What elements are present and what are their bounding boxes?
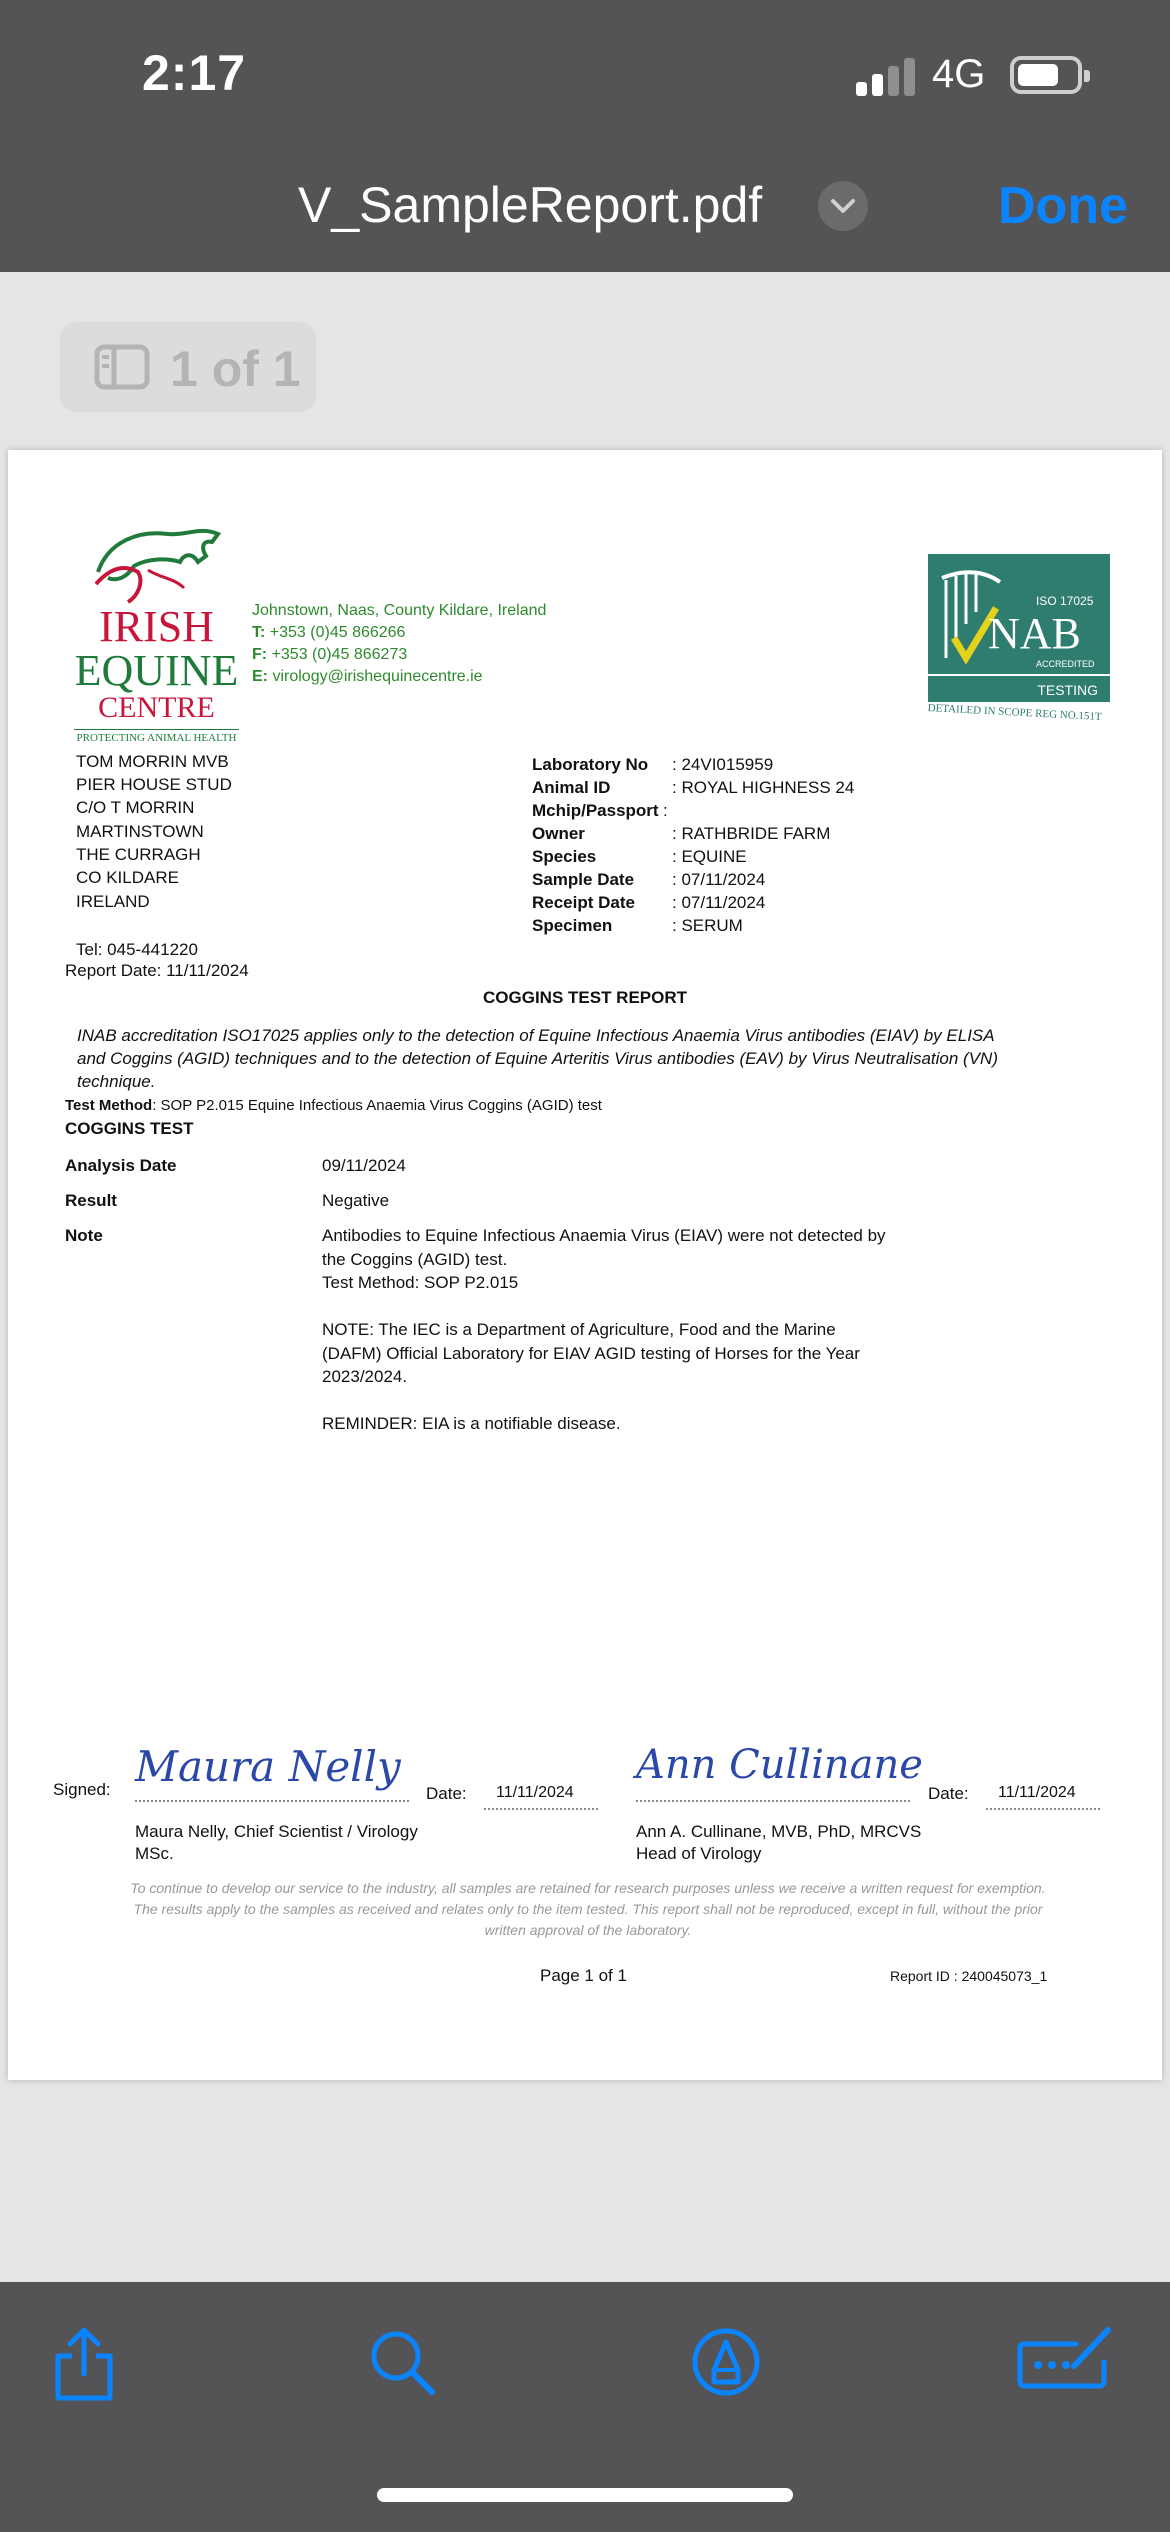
- detail-label: Mchip/Passport: [532, 801, 659, 820]
- page-footer: Page 1 of 1: [540, 1966, 627, 1985]
- inab-brand: NAB: [988, 609, 1081, 658]
- sign-date-1: 11/11/2024: [496, 1784, 574, 1801]
- detail-label: Laboratory No: [532, 755, 649, 774]
- lab-email: E: virology@irishequinecentre.ie: [252, 668, 483, 685]
- section-title: COGGINS TEST: [65, 1119, 194, 1138]
- carrier-label: 4G: [932, 52, 986, 96]
- top-navigation-bar: [0, 0, 1170, 272]
- inab-accreditation-logo: [928, 554, 1110, 702]
- form-fill-icon[interactable]: [1016, 2322, 1116, 2394]
- battery-icon: [1010, 56, 1082, 94]
- result-label: Result: [65, 1191, 117, 1210]
- markup-icon[interactable]: [690, 2326, 762, 2398]
- home-indicator[interactable]: [377, 2488, 793, 2502]
- recipient-tel: Tel: 045-441220: [76, 940, 198, 959]
- inab-accredited: ACCREDITED: [1036, 659, 1095, 669]
- note-line: the Coggins (AGID) test.: [322, 1250, 508, 1269]
- inab-testing: TESTING: [1037, 682, 1098, 698]
- accreditation-note-line: INAB accreditation ISO17025 applies only to the detection of Equine Infectious Anaemia Virus antibodies (EIAV) by ELISA: [77, 1026, 995, 1045]
- recipient-line: TOM MORRIN MVB: [76, 752, 229, 771]
- sign-date-2: 11/11/2024: [998, 1784, 1076, 1801]
- disclaimer: To continue to develop our service to the industry, all samples are retained for research purposes unless we receive a written request for exemption. The results apply to the samples as received and relates only to the item tested. This report shall not be reproduced, except in full, without the prior written approval of the laboratory.: [130, 1880, 1046, 1938]
- result-value: Negative: [322, 1191, 390, 1210]
- detail-value: : RATHBRIDE FARM: [672, 824, 831, 843]
- note-label: Note: [65, 1226, 103, 1245]
- logo-line-3: CENTRE: [98, 691, 215, 724]
- analysis-date-label: Analysis Date: [65, 1156, 177, 1175]
- inab-iso-label: ISO 17025: [1036, 594, 1094, 608]
- report-heading: COGGINS TEST REPORT: [483, 988, 688, 1007]
- detail-label: Owner: [532, 824, 585, 843]
- detail-label: Species: [532, 847, 597, 866]
- detail-value: : 07/11/2024: [672, 870, 766, 889]
- irish-equine-centre-logo: [74, 602, 239, 744]
- recipient-line: IRELAND: [76, 892, 150, 911]
- recipient-line: THE CURRAGH: [76, 845, 201, 864]
- note-line: 2023/2024.: [322, 1367, 408, 1386]
- chevron-down-icon: [830, 195, 856, 217]
- lab-address: Johnstown, Naas, County Kildare, Ireland: [252, 602, 547, 619]
- accreditation-note-line: technique.: [77, 1072, 156, 1091]
- page-count: 1 of 1: [170, 341, 301, 397]
- signed-label: Signed:: [53, 1780, 111, 1799]
- search-icon[interactable]: [368, 2328, 438, 2398]
- test-method-line: Test Method: SOP P2.015 Equine Infectious Anaemia Virus Coggins (AGID) test: [65, 1097, 602, 1114]
- detail-label: Specimen: [532, 916, 613, 935]
- signatory-1-title: MSc.: [135, 1844, 174, 1863]
- pdf-page[interactable]: [8, 450, 1162, 2080]
- detail-value: : 24VI015959: [672, 755, 774, 774]
- detail-value: : 07/11/2024: [672, 893, 766, 912]
- recipient-line: MARTINSTOWN: [76, 822, 204, 841]
- lab-fax: F: +353 (0)45 866273: [252, 646, 408, 663]
- lab-phone: T: +353 (0)45 866266: [252, 624, 406, 641]
- sign-date-label: Date:: [928, 1784, 969, 1803]
- document-title[interactable]: V_SampleReport.pdf: [298, 177, 763, 233]
- detail-label: Receipt Date: [532, 893, 635, 912]
- logo-line-2: EQUINE: [74, 646, 239, 695]
- page-indicator[interactable]: [60, 322, 316, 412]
- note-line: REMINDER: EIA is a notifiable disease.: [322, 1414, 621, 1433]
- recipient-line: PIER HOUSE STUD: [76, 775, 232, 794]
- title-menu-button[interactable]: [818, 181, 868, 231]
- signature-1: Maura Nelly: [135, 1742, 401, 1791]
- detail-value: :: [663, 801, 668, 820]
- share-icon[interactable]: [52, 2324, 116, 2404]
- accreditation-note-line: and Coggins (AGID) techniques and to the detection of Equine Arteritis Virus antibodies (EAV) by Virus Neutralisation (VN): [77, 1049, 998, 1068]
- detail-value: : EQUINE: [672, 847, 747, 866]
- note-line: Antibodies to Equine Infectious Anaemia Virus (EIAV) were not detected by: [322, 1226, 886, 1245]
- detail-value: : ROYAL HIGHNESS 24: [672, 778, 855, 797]
- analysis-date-value: 09/11/2024: [322, 1156, 406, 1175]
- signatory-2-name: Ann A. Cullinane, MVB, PhD, MRCVS: [636, 1822, 922, 1841]
- logo-tagline: PROTECTING ANIMAL HEALTH: [74, 729, 239, 744]
- detail-label: Animal ID: [532, 778, 611, 797]
- sidebar-icon: [94, 344, 150, 390]
- report-date: Report Date: 11/11/2024: [65, 961, 249, 980]
- done-button[interactable]: Done: [998, 177, 1128, 235]
- horse-logo-icon: [88, 512, 230, 608]
- recipient-line: CO KILDARE: [76, 868, 179, 887]
- status-time: 2:17: [142, 45, 247, 101]
- note-line: (DAFM) Official Laboratory for EIAV AGID testing of Horses for the Year: [322, 1344, 860, 1363]
- recipient-line: C/O T MORRIN: [76, 798, 195, 817]
- logo-line-1: IRISH: [99, 602, 214, 651]
- sign-date-label: Date:: [426, 1784, 467, 1803]
- signatory-2-title: Head of Virology: [636, 1844, 762, 1863]
- inab-scope: DETAILED IN SCOPE REG NO.151T: [927, 702, 1102, 724]
- note-line: Test Method: SOP P2.015: [322, 1273, 519, 1292]
- note-line: NOTE: The IEC is a Department of Agriculture, Food and the Marine: [322, 1320, 836, 1339]
- signature-2: Ann Cullinane: [636, 1742, 923, 1788]
- detail-value: : SERUM: [672, 916, 743, 935]
- report-id: Report ID : 240045073_1: [890, 1968, 1048, 1984]
- cellular-signal-icon: [856, 58, 916, 96]
- signatory-1-name: Maura Nelly, Chief Scientist / Virology: [135, 1822, 418, 1841]
- detail-label: Sample Date: [532, 870, 635, 889]
